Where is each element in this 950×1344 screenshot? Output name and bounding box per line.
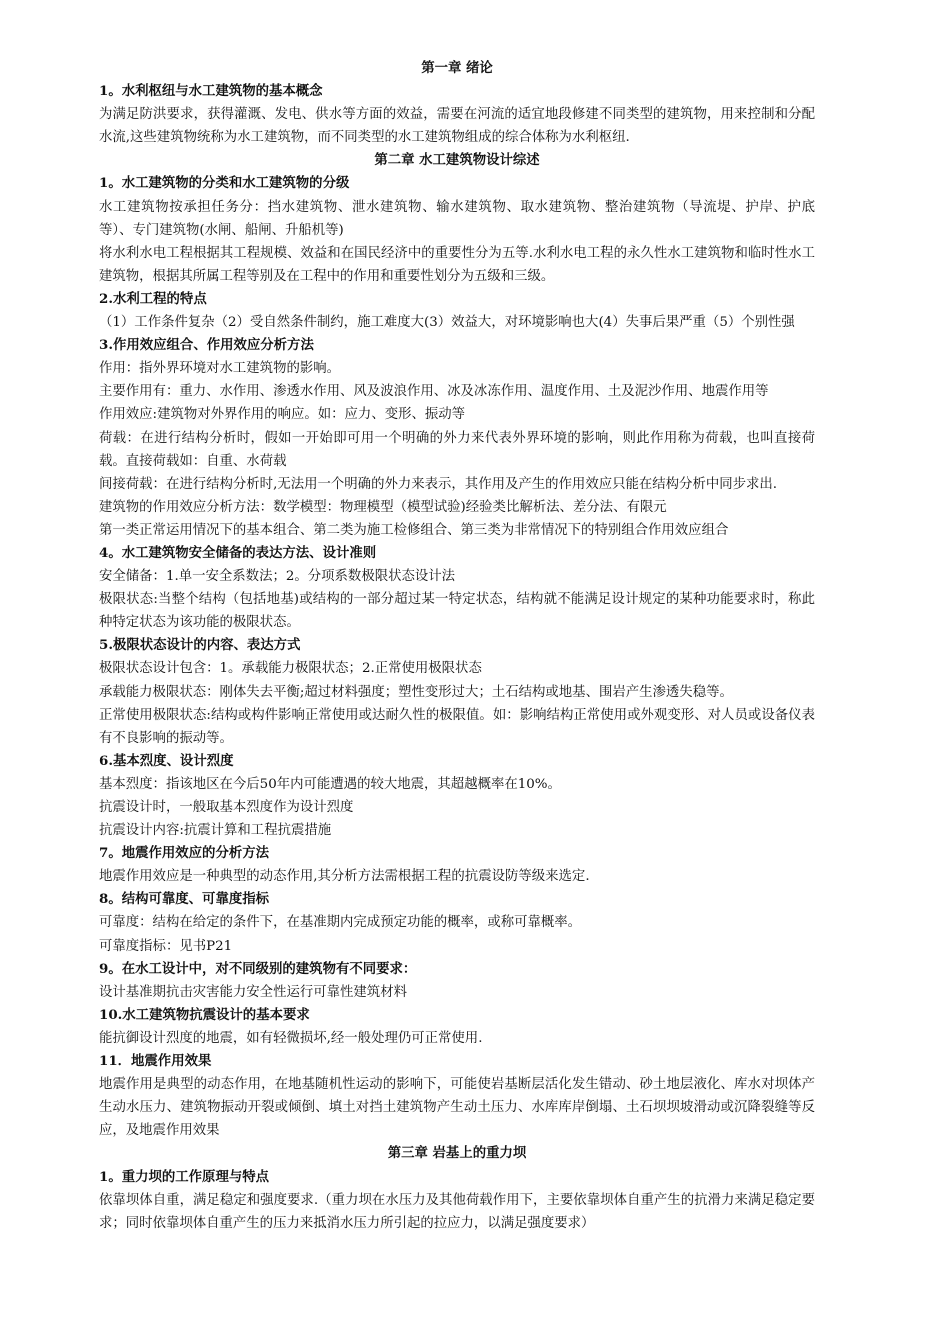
section-heading: 4。水工建筑物安全储备的表达方法、设计准则 xyxy=(99,544,377,561)
section-heading: 5.极限状态设计的内容、表达方式 xyxy=(99,637,301,654)
section-heading: 7。地震作用效应的分析方法 xyxy=(99,845,270,862)
paragraph: 抗震设计内容:抗震计算和工程抗震措施 xyxy=(99,823,332,839)
paragraph: 基本烈度：指该地区在今后50年内可能遭遇的较大地震，其超越概率在10%。 xyxy=(99,776,561,792)
section-heading: 3.作用效应组合、作用效应分析方法 xyxy=(99,337,314,354)
paragraph: 第一类正常运用情况下的基本组合、第二类为施工检修组合、第三类为非常情况下的特别组合作用效应组合 xyxy=(99,522,729,538)
chapter-title: 第三章 岩基上的重力坝 xyxy=(387,1145,527,1162)
paragraph: 主要作用有：重力、水作用、渗透水作用、风及波浪作用、冰及冰冻作用、温度作用、土及泥沙作用、地震作用等 xyxy=(99,384,769,400)
document-page xyxy=(99,57,815,1235)
section-heading: 10.水工建筑物抗震设计的基本要求 xyxy=(99,1006,310,1023)
paragraph: 极限状态:当整个结构（包括地基)或结构的一部分超过某一特定状态，结构就不能满足设计规定的某种功能要求时，称此种特定状态为该功能的极限状态。 xyxy=(99,592,815,631)
paragraph: 抗震设计时，一般取基本烈度作为设计烈度 xyxy=(99,800,354,815)
paragraph: 水工建筑物按承担任务分：挡水建筑物、泄水建筑物、输水建筑物、取水建筑物、整治建筑物（导流堤、护岸、护底等）、专门建筑物(水闸、船闸、升船机等) xyxy=(99,199,815,238)
paragraph: 作用：指外界环境对水工建筑物的影响。 xyxy=(99,361,341,377)
paragraph: 设计基准期抗击灾害能力安全性运行可靠性建筑材料 xyxy=(99,984,407,1000)
paragraph: 将水利水电工程根据其工程规模、效益和在国民经济中的重要性分为五等.水利水电工程的永久性水工建筑物和临时性水工建筑物，根据其所属工程等别及在工程中的作用和重要性划分为五级和三级。 xyxy=(99,245,815,284)
paragraph: 可靠度：结构在给定的条件下，在基准期内完成预定功能的概率，或称可靠概率。 xyxy=(99,915,582,931)
paragraph: 地震作用是典型的动态作用，在地基随机性运动的影响下，可能使岩基断层活化发生错动、砂土地层液化、库水对坝体产生动水压力、建筑物振动开裂或倾倒、填土对挡土建筑物产生动土压力、水库库岸倒塌、土石坝坝坡滑动或沉降裂缝等反应，及地震作用效果 xyxy=(99,1077,815,1139)
paragraph: 间接荷载：在进行结构分析时,无法用一个明确的外力来表示，其作用及产生的作用效应只能在结构分析中同步求出. xyxy=(99,476,778,492)
chapter-title: 第一章 绪论 xyxy=(421,60,493,76)
section-heading: 1。水工建筑物的分类和水工建筑物的分级 xyxy=(99,175,350,192)
section-heading: 6.基本烈度、设计烈度 xyxy=(99,752,234,769)
paragraph: 地震作用效应是一种典型的动态作用,其分析方法需根据工程的抗震设防等级来选定. xyxy=(99,869,590,885)
paragraph: 作用效应:建筑物对外界作用的响应。如：应力、变形、振动等 xyxy=(99,407,466,423)
chapter-title: 第二章 水工建筑物设计综述 xyxy=(374,152,540,169)
paragraph: 安全储备：1.单一安全系数法；2。分项系数极限状态设计法 xyxy=(99,569,456,585)
section-heading: 9。在水工设计中，对不同级别的建筑物有不同要求： xyxy=(99,960,417,977)
paragraph: （1）工作条件复杂（2）受自然条件制约，施工难度大(3）效益大，对环境影响也大(4）失事后果严重（5）个别性强 xyxy=(99,315,795,331)
paragraph: 依靠坝体自重，满足稳定和强度要求.（重力坝在水压力及其他荷载作用下，主要依靠坝体自重产生的抗滑力来满足稳定要求；同时依靠坝体自重产生的压力来抵消水压力所引起的拉应力，以满足强度要求） xyxy=(99,1192,815,1231)
paragraph: 荷载：在进行结构分析时，假如一开始即可用一个明确的外力来代表外界环境的影响，则此作用称为荷载，也叫直接荷载。直接荷载如：自重、水荷载 xyxy=(99,430,815,469)
section-heading: 1。重力坝的工作原理与特点 xyxy=(99,1168,270,1185)
section-heading: 11．地震作用效果 xyxy=(99,1053,212,1070)
section-heading: 2.水利工程的特点 xyxy=(99,290,207,307)
section-heading: 1。水利枢纽与水工建筑物的基本概念 xyxy=(99,83,323,100)
section-heading: 8。结构可靠度、可靠度指标 xyxy=(99,891,270,908)
paragraph: 承载能力极限状态：刚体失去平衡;超过材料强度；塑性变形过大；土石结构或地基、围岩产生渗透失稳等。 xyxy=(99,684,733,700)
paragraph: 能抗御设计烈度的地震，如有轻微损坏,经一般处理仍可正常使用. xyxy=(99,1030,483,1046)
paragraph: 正常使用极限状态:结构或构件影响正常使用或达耐久性的极限值。如：影响结构正常使用或外观变形、对人员或设备仪表有不良影响的振动等。 xyxy=(99,707,815,746)
paragraph: 为满足防洪要求，获得灌溉、发电、供水等方面的效益，需要在河流的适宜地段修建不同类型的建筑物，用来控制和分配水流,这些建筑物统称为水工建筑物，而不同类型的水工建筑物组成的综合体称为水利枢纽. xyxy=(99,107,815,146)
paragraph: 极限状态设计包含：1。承载能力极限状态；2.正常使用极限状态 xyxy=(99,661,482,677)
paragraph: 可靠度指标：见书P21 xyxy=(99,938,233,954)
paragraph: 建筑物的作用效应分析方法：数学模型：物理模型（模型试验)经验类比解析法、差分法、有限元 xyxy=(99,499,667,515)
